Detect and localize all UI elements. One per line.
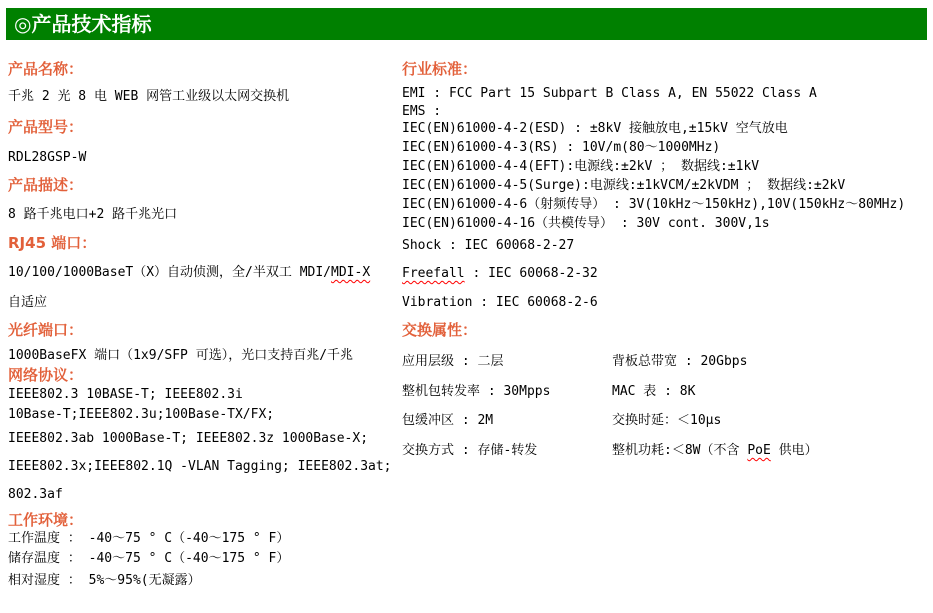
industry-standards-heading: 行业标准： bbox=[402, 60, 478, 78]
relative-humidity-line: 相对湿度 ： 5%～95%(无凝露） bbox=[8, 573, 201, 588]
switching-properties-heading: 交换属性： bbox=[402, 321, 478, 339]
storage-temperature-line: 储存温度 ： -40～75 ° C（-40～175 ° F） bbox=[8, 551, 290, 566]
iec-eft-line: IEC(EN)61000-4-4(EFT):电源线:±2kV ； 数据线:±1kV bbox=[402, 159, 760, 174]
packet-forwarding-rate-cell: 整机包转发率 : 30Mpps bbox=[402, 384, 551, 399]
page-title: ◎产品技术指标 bbox=[14, 12, 152, 36]
protocol-line: IEEE802.3 10BASE-T; IEEE802.3i bbox=[8, 387, 243, 402]
iec-common-mode-line: IEC(EN)61000-4-16（共模传导） : 30V cont. 300V,1s bbox=[402, 216, 770, 231]
poe-spellcheck-word: PoE bbox=[747, 443, 771, 458]
power-consumption-cell bbox=[612, 442, 929, 459]
freefall-line bbox=[402, 265, 929, 282]
switching-mode-cell: 交换方式 : 存储-转发 bbox=[402, 443, 538, 458]
power-consumption-suffix: 供电） bbox=[770, 443, 818, 458]
network-protocols-heading: 网络协议： bbox=[8, 366, 84, 384]
switching-row bbox=[402, 353, 929, 370]
protocol-line: 10Base-T;IEEE802.3u;100Base-TX/FX; bbox=[8, 407, 275, 422]
switching-row bbox=[402, 412, 929, 429]
rj45-port-heading: RJ45 端口： bbox=[8, 234, 97, 252]
product-model-heading: 产品型号： bbox=[8, 118, 84, 136]
operating-temperature-line: 工作温度 ： -40～75 ° C（-40～175 ° F） bbox=[8, 531, 290, 546]
fiber-port-heading: 光纤端口： bbox=[8, 321, 84, 339]
product-name-value: 千兆 2 光 8 电 WEB 网管工业级以太网交换机 bbox=[8, 89, 290, 104]
left-column bbox=[8, 61, 402, 589]
rj45-line1-spellcheck-word: MDI-X bbox=[331, 265, 371, 280]
freefall-line-text: : IEC 60068-2-32 bbox=[464, 266, 598, 281]
vibration-line: Vibration : IEC 60068-2-6 bbox=[402, 295, 598, 310]
application-layer-cell: 应用层级 : 二层 bbox=[402, 354, 504, 369]
switching-row bbox=[402, 383, 929, 400]
product-desc-value: 8 路千兆电口+2 路千兆光口 bbox=[8, 207, 178, 222]
protocol-line: IEEE802.3x;IEEE802.1Q -VLAN Tagging; IEEE802.3at; bbox=[8, 459, 392, 474]
iec-esd-line: IEC(EN)61000-4-2(ESD) : ±8kV 接触放电,±15kV 空气放电 bbox=[402, 121, 788, 136]
rj45-port-line1 bbox=[8, 264, 402, 281]
section-title-bar bbox=[6, 8, 927, 40]
protocol-line: 802.3af bbox=[8, 487, 63, 502]
rj45-port-line2: 自适应 bbox=[8, 295, 48, 310]
product-desc-heading: 产品描述： bbox=[8, 176, 84, 194]
backplane-bandwidth-cell: 背板总带宽 : 20Gbps bbox=[612, 354, 748, 369]
emi-line: EMI : FCC Part 15 Subpart B Class A, EN 55022 Class A bbox=[402, 86, 817, 101]
switching-row bbox=[402, 442, 929, 459]
freefall-spellcheck-word: Freefall bbox=[402, 266, 465, 281]
rj45-line1-text: 10/100/1000BaseT（X）自动侦测，全/半双工 MDI/ bbox=[8, 265, 332, 280]
packet-buffer-cell: 包缓冲区 : 2M bbox=[402, 413, 494, 428]
iec-surge-line: IEC(EN)61000-4-5(Surge):电源线:±1kVCM/±2kVDM ； 数据线:±2kV bbox=[402, 178, 846, 193]
ems-line: EMS : bbox=[402, 104, 442, 119]
power-consumption-text: 整机功耗:＜8W（不含 bbox=[612, 443, 748, 458]
iec-rs-line: IEC(EN)61000-4-3(RS) : 10V/m(80～1000MHz) bbox=[402, 140, 721, 155]
iec-rf-conducted-line: IEC(EN)61000-4-6（射频传导） : 3V(10kHz～150kHz),10V(150kHz～80MHz) bbox=[402, 197, 906, 212]
work-environment-heading: 工作环境： bbox=[8, 511, 84, 529]
switching-latency-cell: 交换时延：＜10μs bbox=[612, 413, 722, 428]
product-name-heading: 产品名称： bbox=[8, 60, 84, 78]
fiber-port-value: 1000BaseFX 端口（1x9/SFP 可选），光口支持百兆/千兆 bbox=[8, 348, 354, 363]
shock-line: Shock : IEC 60068-2-27 bbox=[402, 238, 575, 253]
protocol-line: IEEE802.3ab 1000Base-T; IEEE802.3z 1000Base-X; bbox=[8, 431, 369, 446]
spec-columns bbox=[0, 61, 933, 589]
mac-table-cell: MAC 表 : 8K bbox=[612, 384, 696, 399]
product-model-value: RDL28GSP-W bbox=[8, 150, 87, 165]
right-column bbox=[402, 61, 929, 589]
